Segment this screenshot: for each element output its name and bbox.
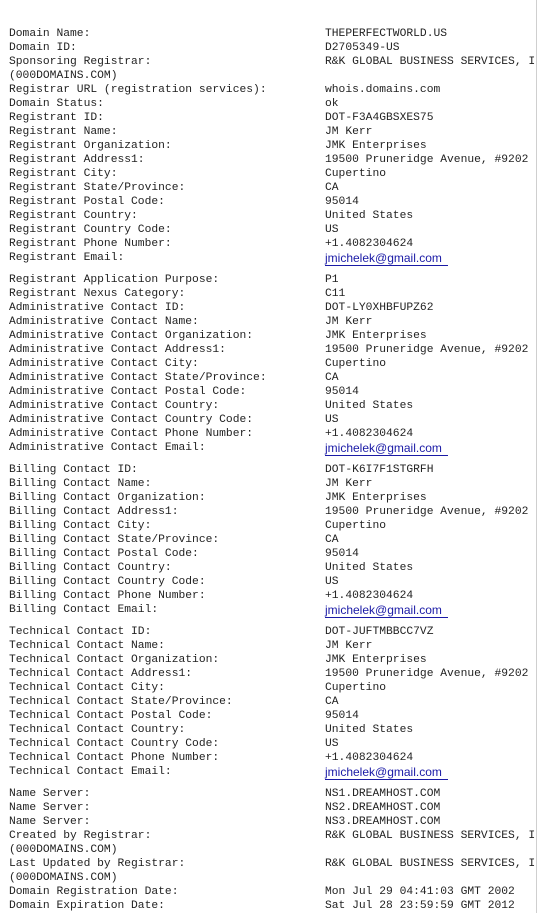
whois-row <box>0 787 537 801</box>
whois-row <box>0 547 537 561</box>
field-label: Technical Contact Postal Code: <box>9 710 213 722</box>
whois-rows <box>0 27 537 913</box>
whois-row <box>0 751 537 765</box>
field-label: Technical Contact Address1: <box>9 668 193 680</box>
field-label: Registrant Country Code: <box>9 224 172 236</box>
field-value: Cupertino <box>325 682 387 694</box>
whois-row <box>0 27 537 41</box>
field-label: Domain ID: <box>9 42 77 54</box>
field-value: 19500 Pruneridge Avenue, #9202 <box>325 344 529 356</box>
field-value: US <box>325 738 339 750</box>
field-label: Administrative Contact Name: <box>9 316 199 328</box>
whois-row <box>0 41 537 55</box>
whois-row <box>0 533 537 547</box>
field-label: Billing Contact ID: <box>9 464 138 476</box>
field-value: JM Kerr <box>325 126 373 138</box>
field-value: +1.4082304624 <box>325 238 414 250</box>
field-label: Administrative Contact Postal Code: <box>9 386 247 398</box>
field-label: (000DOMAINS.COM) <box>9 70 118 82</box>
field-label: Name Server: <box>9 788 91 800</box>
field-label: Billing Contact Email: <box>9 604 159 616</box>
field-value: CA <box>325 372 339 384</box>
field-label: Registrant State/Province: <box>9 182 186 194</box>
whois-row <box>0 301 537 315</box>
field-value: CA <box>325 696 339 708</box>
field-value: ok <box>325 98 339 110</box>
whois-row <box>0 209 537 223</box>
field-value: JMK Enterprises <box>325 140 427 152</box>
field-value: DOT-LY0XHBFUPZ62 <box>325 302 434 314</box>
whois-row <box>0 441 537 455</box>
field-label: Registrant Email: <box>9 252 125 264</box>
field-label: Domain Registration Date: <box>9 886 179 898</box>
whois-row <box>0 357 537 371</box>
field-label: Administrative Contact Phone Number: <box>9 428 254 440</box>
whois-row <box>0 315 537 329</box>
field-label: Technical Contact Country Code: <box>9 738 220 750</box>
whois-row <box>0 125 537 139</box>
field-value: 95014 <box>325 386 359 398</box>
whois-row <box>0 195 537 209</box>
whois-row <box>0 639 537 653</box>
whois-row <box>0 427 537 441</box>
field-value: R&K GLOBAL BUSINESS SERVICES, I <box>325 858 536 870</box>
field-value: R&K GLOBAL BUSINESS SERVICES, I <box>325 56 536 68</box>
whois-row <box>0 899 537 913</box>
field-value: Sat Jul 28 23:59:59 GMT 2012 <box>325 900 515 912</box>
field-label: Name Server: <box>9 816 91 828</box>
field-value: United States <box>325 400 414 412</box>
email-link[interactable]: jmichelek@gmail.com <box>325 603 448 618</box>
whois-row <box>0 111 537 125</box>
field-label: Administrative Contact Email: <box>9 442 206 454</box>
whois-row <box>0 329 537 343</box>
field-value: Mon Jul 29 04:41:03 GMT 2002 <box>325 886 515 898</box>
field-label: Registrant Country: <box>9 210 138 222</box>
field-label: Registrant City: <box>9 168 118 180</box>
field-label: Billing Contact Postal Code: <box>9 548 199 560</box>
whois-row <box>0 653 537 667</box>
field-value: DOT-JUFTMBBCC7VZ <box>325 626 434 638</box>
field-value: P1 <box>325 274 339 286</box>
field-label: Billing Contact Phone Number: <box>9 590 206 602</box>
field-label: Technical Contact State/Province: <box>9 696 233 708</box>
field-label: Billing Contact Name: <box>9 478 152 490</box>
whois-row <box>0 223 537 237</box>
whois-row <box>0 343 537 357</box>
field-label: Billing Contact City: <box>9 520 152 532</box>
field-value: +1.4082304624 <box>325 752 414 764</box>
field-label: Registrant Phone Number: <box>9 238 172 250</box>
field-value: D2705349-US <box>325 42 400 54</box>
field-value: 95014 <box>325 548 359 560</box>
field-value: 19500 Pruneridge Avenue, #9202 <box>325 154 529 166</box>
section-gap <box>0 779 537 787</box>
field-value: NS1.DREAMHOST.COM <box>325 788 441 800</box>
field-value: Cupertino <box>325 358 387 370</box>
whois-row <box>0 723 537 737</box>
field-value: 95014 <box>325 196 359 208</box>
whois-row <box>0 371 537 385</box>
whois-row <box>0 589 537 603</box>
whois-row <box>0 885 537 899</box>
whois-row <box>0 477 537 491</box>
field-value: United States <box>325 210 414 222</box>
section-gap <box>0 455 537 463</box>
whois-row <box>0 69 537 83</box>
field-label: Registrant Organization: <box>9 140 172 152</box>
field-label: (000DOMAINS.COM) <box>9 844 118 856</box>
whois-row <box>0 491 537 505</box>
field-value: THEPERFECTWORLD.US <box>325 28 448 40</box>
whois-row <box>0 519 537 533</box>
whois-row <box>0 83 537 97</box>
field-value: 19500 Pruneridge Avenue, #9202 <box>325 506 529 518</box>
field-value: R&K GLOBAL BUSINESS SERVICES, I <box>325 830 536 842</box>
field-label: (000DOMAINS.COM) <box>9 872 118 884</box>
field-label: Registrant ID: <box>9 112 104 124</box>
whois-row <box>0 251 537 265</box>
field-value: 95014 <box>325 710 359 722</box>
field-label: Administrative Contact ID: <box>9 302 186 314</box>
field-label: Technical Contact Organization: <box>9 654 220 666</box>
field-label: Domain Name: <box>9 28 91 40</box>
whois-row <box>0 603 537 617</box>
field-value: US <box>325 224 339 236</box>
whois-row <box>0 625 537 639</box>
whois-row <box>0 737 537 751</box>
whois-row <box>0 843 537 857</box>
whois-row <box>0 857 537 871</box>
whois-row <box>0 385 537 399</box>
field-value: JMK Enterprises <box>325 330 427 342</box>
field-value: US <box>325 576 339 588</box>
field-label: Technical Contact City: <box>9 682 165 694</box>
whois-row <box>0 237 537 251</box>
section-gap <box>0 617 537 625</box>
whois-row <box>0 287 537 301</box>
field-value: JM Kerr <box>325 478 373 490</box>
field-label: Domain Status: <box>9 98 104 110</box>
field-label: Domain Expiration Date: <box>9 900 165 912</box>
whois-row <box>0 167 537 181</box>
field-value: United States <box>325 562 414 574</box>
field-value: C11 <box>325 288 346 300</box>
whois-row <box>0 181 537 195</box>
field-value: +1.4082304624 <box>325 428 414 440</box>
field-value: CA <box>325 182 339 194</box>
whois-row <box>0 871 537 885</box>
field-label: Billing Contact Country Code: <box>9 576 206 588</box>
field-label: Technical Contact Email: <box>9 766 172 778</box>
field-label: Registrant Application Purpose: <box>9 274 220 286</box>
whois-row <box>0 463 537 477</box>
whois-row <box>0 399 537 413</box>
email-link[interactable]: jmichelek@gmail.com <box>325 441 448 456</box>
whois-row <box>0 575 537 589</box>
field-label: Last Updated by Registrar: <box>9 858 186 870</box>
field-value: NS3.DREAMHOST.COM <box>325 816 441 828</box>
whois-row <box>0 829 537 843</box>
field-value: JMK Enterprises <box>325 492 427 504</box>
field-value: 19500 Pruneridge Avenue, #9202 <box>325 668 529 680</box>
email-link[interactable]: jmichelek@gmail.com <box>325 765 448 780</box>
whois-row <box>0 681 537 695</box>
whois-row <box>0 413 537 427</box>
field-label: Sponsoring Registrar: <box>9 56 152 68</box>
field-value: CA <box>325 534 339 546</box>
field-value: United States <box>325 724 414 736</box>
whois-row <box>0 273 537 287</box>
whois-row <box>0 801 537 815</box>
field-value: DOT-F3A4GBSXES75 <box>325 112 434 124</box>
field-value: US <box>325 414 339 426</box>
field-label: Administrative Contact Country: <box>9 400 220 412</box>
field-label: Technical Contact ID: <box>9 626 152 638</box>
field-label: Administrative Contact City: <box>9 358 199 370</box>
whois-row <box>0 765 537 779</box>
field-value: JM Kerr <box>325 640 373 652</box>
section-gap <box>0 265 537 273</box>
whois-row <box>0 55 537 69</box>
field-label: Registrant Address1: <box>9 154 145 166</box>
field-label: Technical Contact Country: <box>9 724 186 736</box>
field-value: JM Kerr <box>325 316 373 328</box>
field-label: Registrant Name: <box>9 126 118 138</box>
whois-row <box>0 505 537 519</box>
field-label: Registrar URL (registration services): <box>9 84 267 96</box>
field-label: Billing Contact Address1: <box>9 506 179 518</box>
field-label: Billing Contact Country: <box>9 562 172 574</box>
whois-row <box>0 97 537 111</box>
whois-row <box>0 667 537 681</box>
field-label: Created by Registrar: <box>9 830 152 842</box>
field-label: Registrant Nexus Category: <box>9 288 186 300</box>
field-value: NS2.DREAMHOST.COM <box>325 802 441 814</box>
field-value: Cupertino <box>325 168 387 180</box>
whois-row <box>0 695 537 709</box>
field-label: Administrative Contact Address1: <box>9 344 226 356</box>
field-label: Name Server: <box>9 802 91 814</box>
whois-row <box>0 561 537 575</box>
whois-row <box>0 709 537 723</box>
field-label: Technical Contact Phone Number: <box>9 752 220 764</box>
field-value: JMK Enterprises <box>325 654 427 666</box>
field-value: DOT-K6I7F1STGRFH <box>325 464 434 476</box>
whois-row <box>0 153 537 167</box>
whois-row <box>0 815 537 829</box>
field-label: Administrative Contact State/Province: <box>9 372 267 384</box>
field-label: Administrative Contact Country Code: <box>9 414 254 426</box>
field-value: whois.domains.com <box>325 84 441 96</box>
field-value: Cupertino <box>325 520 387 532</box>
email-link[interactable]: jmichelek@gmail.com <box>325 251 448 266</box>
field-label: Billing Contact Organization: <box>9 492 206 504</box>
whois-row <box>0 139 537 153</box>
field-label: Registrant Postal Code: <box>9 196 165 208</box>
field-label: Administrative Contact Organization: <box>9 330 254 342</box>
field-value: +1.4082304624 <box>325 590 414 602</box>
field-label: Billing Contact State/Province: <box>9 534 220 546</box>
field-label: Technical Contact Name: <box>9 640 165 652</box>
